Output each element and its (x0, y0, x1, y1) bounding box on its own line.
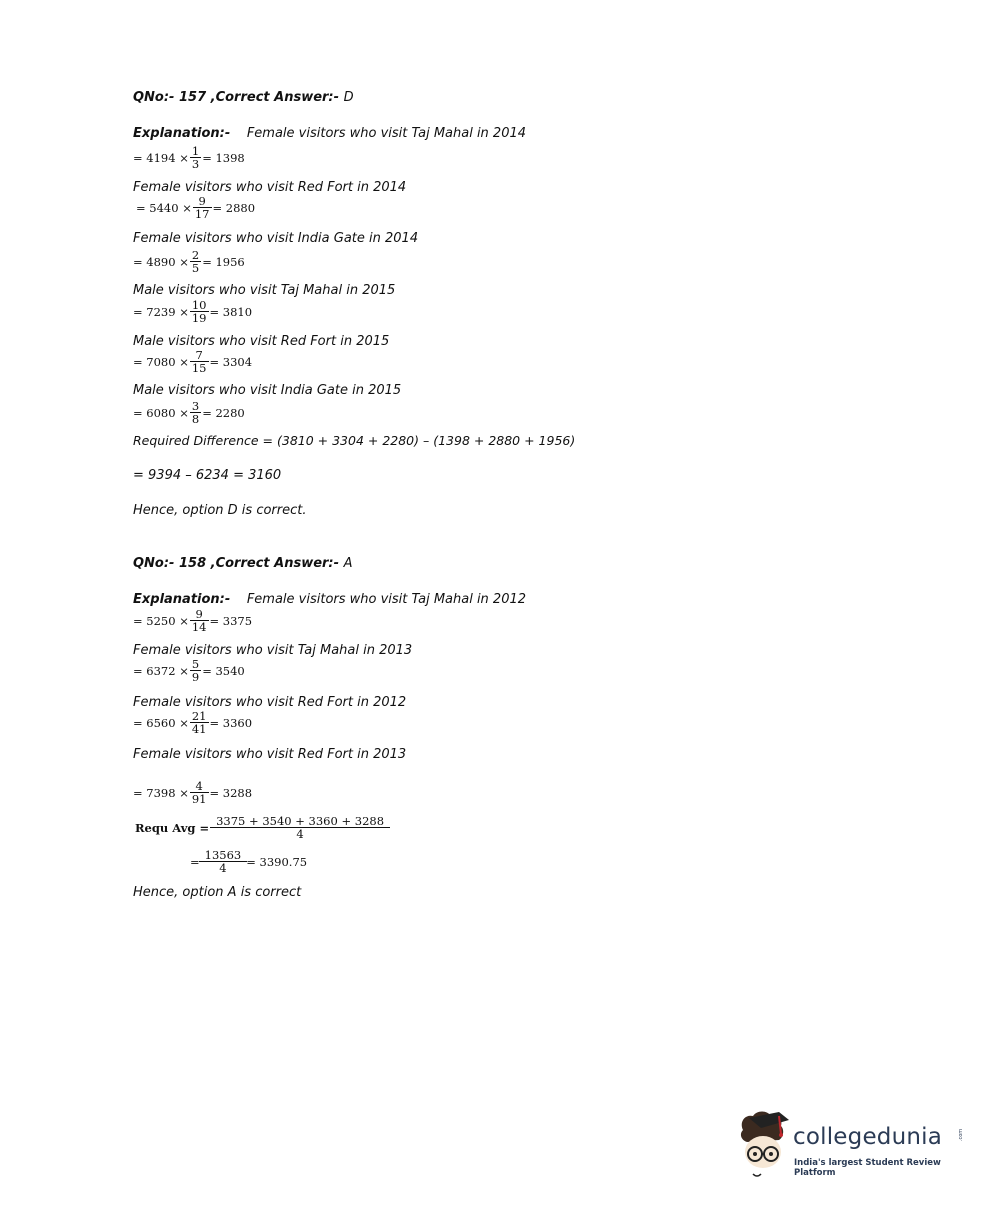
eq-rhs: = 1398 (202, 150, 245, 165)
eq-lhs: = 6080 × (133, 405, 189, 420)
q157-line-0: Female visitors who visit Taj Mahal in 2014 (246, 126, 527, 141)
eq-rhs: = 3540 (202, 663, 245, 678)
avg2-rhs: = 3390.75 (246, 854, 308, 869)
logo-suffix: .com (958, 1128, 965, 1142)
q157-conclusion: Hence, option D is correct. (133, 503, 307, 518)
eq-lhs: = 7239 × (133, 304, 189, 319)
eq-rhs: = 3360 (209, 715, 253, 730)
q158-average-result (190, 849, 307, 874)
eq-lhs: = 7080 × (133, 354, 189, 369)
fraction (191, 400, 200, 425)
numerator: 21 (191, 709, 207, 723)
q157-explanation-intro (133, 126, 526, 141)
fraction (194, 195, 211, 220)
q158-equation-0 (133, 608, 252, 633)
fraction (191, 349, 208, 374)
numerator: 5 (191, 657, 200, 671)
eq-lhs: = 4194 × (133, 150, 189, 165)
q157-line-4: Male visitors who visit Red Fort in 2015 (133, 334, 390, 349)
denominator: 14 (191, 620, 207, 635)
q158-explanation-intro (133, 592, 526, 607)
q157-equation-1 (136, 195, 255, 220)
avg2-numerator: 13563 (204, 848, 242, 862)
denominator: 41 (191, 722, 207, 737)
fraction (191, 658, 200, 683)
q158-line-0: Female visitors who visit Taj Mahal in 2012 (246, 592, 527, 607)
avg-label: Requ Avg = (135, 820, 210, 835)
q157-answer: D (343, 90, 354, 105)
q157-equation-5 (133, 400, 245, 425)
denominator: 8 (191, 412, 200, 427)
q158-equation-3 (133, 780, 252, 805)
logo-tagline: India's largest Student Review Platform (794, 1158, 941, 1178)
numerator: 10 (191, 298, 207, 312)
mascot-icon (735, 1108, 793, 1180)
numerator: 2 (191, 248, 200, 262)
denominator: 9 (191, 670, 200, 685)
q157-line-1: Female visitors who visit Red Fort in 2014 (133, 180, 407, 195)
eq-lhs: = 5440 × (136, 200, 192, 215)
numerator: 9 (198, 194, 206, 208)
q157-equation-3 (133, 299, 252, 324)
fraction (191, 710, 208, 735)
q157-explanation-label: Explanation:- (133, 126, 231, 141)
denominator: 19 (191, 311, 207, 326)
fraction (191, 145, 200, 170)
q158-header (133, 556, 352, 571)
fraction (191, 780, 208, 805)
q157-line-5: Male visitors who visit India Gate in 2015 (133, 383, 402, 398)
q158-conclusion: Hence, option A is correct (133, 885, 302, 900)
numerator: 7 (195, 348, 203, 362)
q158-average-equation (135, 815, 389, 840)
avg2-fraction (202, 849, 245, 874)
q158-line-2: Female visitors who visit Red Fort in 2012 (133, 695, 407, 710)
q158-header-label: QNo:- 158 ,Correct Answer:- (133, 556, 340, 571)
q157-line-3: Male visitors who visit Taj Mahal in 2015 (133, 283, 396, 298)
eq-rhs: = 1956 (202, 254, 245, 269)
q157-result: = 9394 – 6234 = 3160 (133, 468, 282, 483)
q158-explanation-label: Explanation:- (133, 592, 231, 607)
q157-line-2: Female visitors who visit India Gate in 2014 (133, 231, 419, 246)
denominator: 15 (191, 361, 207, 376)
q157-equation-2 (133, 249, 245, 274)
q157-header-label: QNo:- 157 ,Correct Answer:- (133, 90, 340, 105)
denominator: 91 (191, 792, 207, 807)
numerator: 3 (191, 399, 200, 413)
fraction (191, 249, 200, 274)
avg2-denominator: 4 (199, 861, 248, 874)
eq-rhs: = 3304 (209, 354, 253, 369)
collegedunia-logo (735, 1108, 965, 1178)
eq-lhs: = 6560 × (133, 715, 189, 730)
numerator: 1 (191, 144, 200, 158)
denominator: 17 (194, 207, 210, 222)
fraction (191, 608, 208, 633)
eq-lhs: = 4890 × (133, 254, 189, 269)
eq-lhs: = 5250 × (133, 613, 189, 628)
q157-equation-4 (133, 349, 252, 374)
eq-rhs: = 3375 (209, 613, 253, 628)
eq-lhs: = 6372 × (133, 663, 189, 678)
denominator: 5 (191, 261, 200, 276)
denominator: 3 (191, 157, 200, 172)
numerator: 4 (195, 779, 203, 793)
eq-rhs: = 2280 (202, 405, 245, 420)
logo-wordmark: collegedunia (793, 1124, 943, 1150)
q158-equation-1 (133, 658, 245, 683)
q157-required-difference: Required Difference = (3810 + 3304 + 2280) – (1398 + 2880 + 1956) (133, 433, 576, 448)
avg-fraction (213, 815, 387, 840)
q157-equation-0 (133, 145, 245, 170)
eq-rhs: = 3810 (209, 304, 253, 319)
q158-equation-2 (133, 710, 252, 735)
equals-sign: = (190, 854, 200, 869)
avg-numerator: 3375 + 3540 + 3360 + 3288 (216, 814, 385, 828)
eq-lhs: = 7398 × (133, 785, 189, 800)
eq-rhs: = 3288 (209, 785, 253, 800)
fraction (191, 299, 208, 324)
q158-line-3: Female visitors who visit Red Fort in 2013 (133, 747, 407, 762)
numerator: 9 (195, 607, 203, 621)
avg-denominator: 4 (210, 827, 390, 840)
q158-answer: A (343, 556, 353, 571)
eq-rhs: = 2880 (212, 200, 256, 215)
q158-line-1: Female visitors who visit Taj Mahal in 2013 (133, 643, 413, 658)
q157-header (133, 90, 354, 105)
